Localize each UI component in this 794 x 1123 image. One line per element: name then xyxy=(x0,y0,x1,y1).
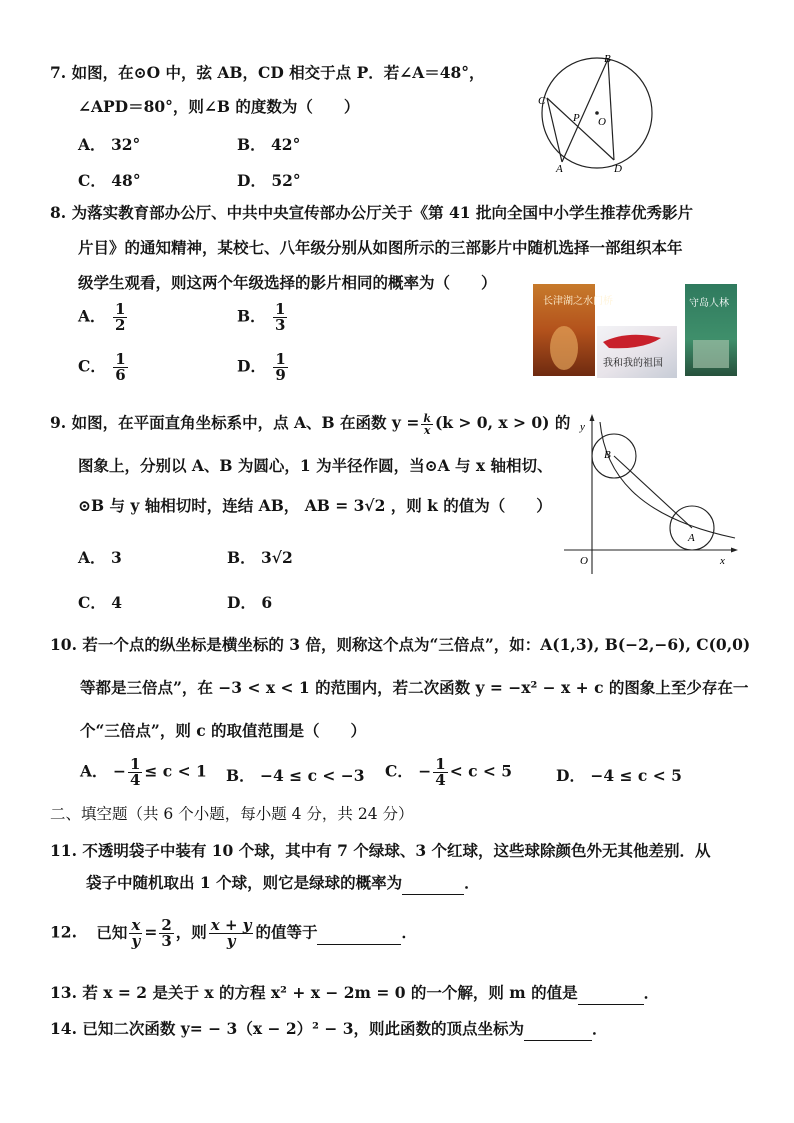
q11-number: 11. xyxy=(50,841,77,860)
q7-circle-figure xyxy=(530,50,660,175)
q13-answer-blank[interactable] xyxy=(578,982,644,1005)
q8-option-b[interactable]: B． $\frac{1}{3}$ xyxy=(237,300,286,334)
q11-stem-line1: 不透明袋子中装有 10 个球，其中有 7 个绿球、3 个红球，这些球除颜色外无其他差别．从 xyxy=(82,841,711,860)
q11-answer-blank[interactable] xyxy=(402,872,464,895)
q9-number: 9. xyxy=(50,413,67,432)
q9-graph-figure xyxy=(560,412,740,582)
svg-text:长津湖之水门桥: 长津湖之水门桥 xyxy=(543,296,613,307)
q12-number: 12. xyxy=(50,922,77,942)
q7-label-o: O xyxy=(598,116,606,128)
q12-fraction-2-over-3: $\frac{2}{3}$ xyxy=(161,916,172,950)
q9-stem-line1a: 如图，在平面直角坐标系中，点 A、B 在函数 y = xyxy=(71,413,420,432)
q9-label-b: B xyxy=(604,449,611,461)
q10-option-d[interactable]: D． −4 ≤ c < 5 xyxy=(556,766,682,785)
q7-stem-line2: ∠APD＝80°，则∠B 的度数为（ ） xyxy=(78,97,360,116)
q7-label-a: A xyxy=(556,163,563,175)
q13-line: 13. 若 x = 2 是关于 x 的方程 x² + x − 2m = 0 的一个解，则 m 的值是 ． xyxy=(50,982,659,1005)
q10-option-b[interactable]: B． −4 ≤ c < −3 xyxy=(226,766,365,785)
q14-stem: 已知二次函数 y= − 3（x − 2）² − 3，则此函数的顶点坐标为 xyxy=(82,1019,524,1038)
q10-stem-line1: 若一个点的纵坐标是横坐标的 3 倍，则称这个点为“三倍点”，如：A(1,3), B(−2,−6), C(0,0) xyxy=(82,635,751,654)
q12-text-c: 的值等于 xyxy=(255,922,318,942)
q7-label-p: P xyxy=(573,112,580,124)
q9-option-c[interactable]: C． 4 xyxy=(78,593,123,612)
q12-fraction-x-over-y: $\frac{x}{y}$ xyxy=(131,916,141,950)
q13-number: 13. xyxy=(50,983,77,1002)
svg-text:守岛人林: 守岛人林 xyxy=(689,298,729,309)
q7-line1 xyxy=(50,62,485,84)
q8-stem-line1: 为落实教育部办公厅、中共中央宣传部办公厅关于《第 41 批向全国中小学生推荐优秀影片 xyxy=(71,203,693,222)
q9-stem-line1b: (k > 0, x > 0) 的 xyxy=(434,413,571,432)
q9-line1 xyxy=(50,412,570,436)
q8-option-c[interactable]: C． $\frac{1}{6}$ xyxy=(78,350,126,384)
q9-stem-line2: 图象上，分别以 A、B 为圆心，1 为半径作圆，当⊙A 与 x 轴相切、 xyxy=(78,456,553,475)
q12-line: 12. 已知 $\frac{x}{y}$ = $\frac{2}{3}$ ，则 $\frac{x + y}{y}$ 的值等于 ． xyxy=(50,916,417,950)
q11-stem-line2: 袋子中随机取出 1 个球，则它是绿球的概率为 xyxy=(86,873,403,892)
section-fill-blank-title: 二、填空题（共 6 个小题，每小题 4 分，共 24 分） xyxy=(50,805,414,823)
q8-number: 8. xyxy=(50,203,67,222)
q10-option-a[interactable]: A． − $\frac{1}{4}$ ≤ c < 1 xyxy=(80,755,207,789)
q9-option-b[interactable]: B． 3√2 xyxy=(227,548,293,567)
q9-label-y: y xyxy=(580,421,585,433)
q7-stem-line1: 如图，在⊙O 中，弦 AB，CD 相交于点 P．若∠A＝48°， xyxy=(71,63,485,82)
q13-stem: 若 x = 2 是关于 x 的方程 x² + x − 2m = 0 的一个解，则 m 的值是 xyxy=(82,983,578,1002)
svg-text:我和我的祖国: 我和我的祖国 xyxy=(603,358,663,369)
q7-label-b: B xyxy=(604,53,611,65)
q14-answer-blank[interactable] xyxy=(524,1018,592,1041)
q9-label-a: A xyxy=(688,532,695,544)
q8-option-a[interactable]: A． $\frac{1}{2}$ xyxy=(78,300,126,334)
q7-option-d[interactable]: D． 52° xyxy=(237,171,301,190)
q12-fraction-xy-over-y: $\frac{x + y}{y}$ xyxy=(210,916,252,950)
q10-stem-line2: 等都是三倍点”，在 −3 < x < 1 的范围内，若二次函数 y = −x² − x + c 的图象上至少存在一 xyxy=(80,678,749,697)
q7-number: 7. xyxy=(50,63,67,82)
q12-answer-blank[interactable] xyxy=(317,922,401,945)
q9-label-o: O xyxy=(580,555,588,567)
q9-function-fraction: $\frac{k}{x}$ xyxy=(423,411,431,437)
q14-number: 14. xyxy=(50,1019,77,1038)
q11-line1 xyxy=(50,840,711,862)
q7-option-c[interactable]: C． 48° xyxy=(78,171,141,190)
q8-stem-line3: 级学生观看，则这两个年级选择的影片相同的概率为（ ） xyxy=(78,273,497,292)
q10-number: 10. xyxy=(50,635,77,654)
q9-label-x: x xyxy=(720,555,725,567)
q10-option-c[interactable]: C． − $\frac{1}{4}$ < c < 5 xyxy=(385,755,513,789)
q7-option-b[interactable]: B． 42° xyxy=(237,135,301,154)
q12-text-a: 已知 xyxy=(96,922,128,942)
q9-option-a[interactable]: A． 3 xyxy=(78,548,122,567)
q9-option-d[interactable]: D． 6 xyxy=(227,593,273,612)
q8-line1 xyxy=(50,202,693,224)
q8-option-d[interactable]: D． $\frac{1}{9}$ xyxy=(237,350,286,384)
q7-option-a[interactable]: A． 32° xyxy=(78,135,141,154)
poster-3 xyxy=(685,284,737,376)
q10-stem-line3: 个“三倍点”，则 c 的取值范围是（ ） xyxy=(80,721,367,740)
q9-stem-line3: ⊙B 与 y 轴相切时，连结 AB， AB = 3√2 ，则 k 的值为（ ） xyxy=(78,496,552,515)
q10-line1 xyxy=(50,634,750,656)
q7-label-c: C xyxy=(538,95,546,107)
q11-line2: 袋子中随机取出 1 个球，则它是绿球的概率为 ． xyxy=(86,872,480,895)
q12-text-b: ，则 xyxy=(175,922,207,942)
q7-label-d: D xyxy=(614,163,622,175)
q8-movie-posters xyxy=(533,282,743,378)
poster-2 xyxy=(597,326,677,378)
q8-stem-line2: 片目》的通知精神，某校七、八年级分别从如图所示的三部影片中随机选择一部组织本年 xyxy=(78,238,683,257)
q14-line: 14. 已知二次函数 y= − 3（x − 2）² − 3，则此函数的顶点坐标为 ． xyxy=(50,1018,608,1041)
